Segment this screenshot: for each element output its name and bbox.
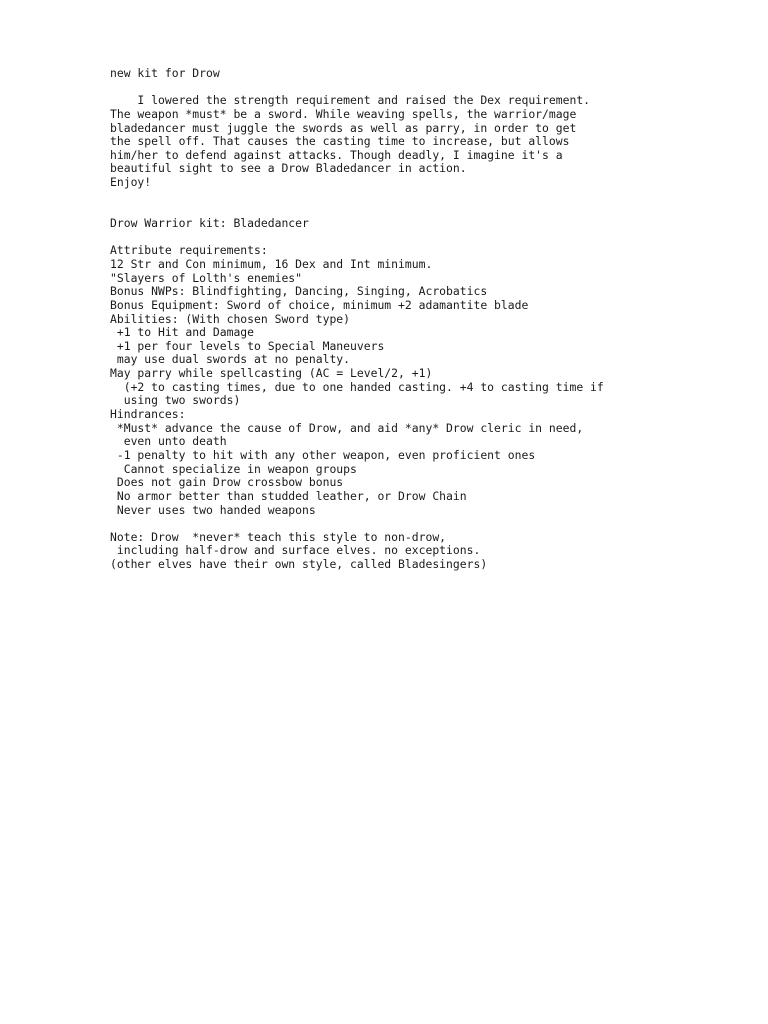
section-heading: Attribute requirements:	[110, 243, 268, 258]
intro-line: him/her to defend against attacks. Though deadly, I imagine it's a	[110, 147, 563, 162]
kit-line: Bonus Equipment: Sword of choice, minimum +2 adamantite blade	[110, 297, 529, 312]
note-line: Note: Drow *never* teach this style to non-drow,	[110, 529, 447, 544]
intro-line: bladedancer must juggle the swords as well as parry, in order to get	[110, 120, 577, 135]
blank-line	[110, 231, 760, 245]
kit-line: Cannot specialize in weapon groups	[110, 461, 357, 476]
blank-line	[110, 190, 760, 204]
kit-line: Does not gain Drow crossbow bonus	[110, 475, 344, 490]
doc-title: new kit for Drow	[110, 66, 220, 80]
kit-line: (+2 to casting times, due to one handed casting. +4 to casting time if	[110, 379, 604, 394]
intro-line: I lowered the strength requirement and raised the Dex requirement.	[110, 93, 591, 108]
blank-line	[110, 81, 760, 95]
kit-line: +1 per four levels to Special Maneuvers	[110, 338, 385, 353]
kit-line: 12 Str and Con minimum, 16 Dex and Int minimum.	[110, 256, 433, 271]
intro-line: beautiful sight to see a Drow Bladedancer in action.	[110, 161, 467, 176]
section-heading: Hindrances:	[110, 407, 186, 422]
kit-line: Never uses two handed weapons	[110, 502, 316, 517]
intro-line: The weapon *must* be a sword. While weaving spells, the warrior/mage	[110, 106, 577, 121]
kit-line: +1 to Hit and Damage	[110, 325, 255, 340]
intro-line: the spell off. That causes the casting time to increase, but allows	[110, 134, 570, 149]
kit-line: even unto death	[110, 434, 227, 449]
kit-line: may use dual swords at no penalty.	[110, 352, 351, 367]
blank-line	[110, 517, 760, 531]
blank-line	[110, 203, 760, 217]
kit-line: using two swords)	[110, 393, 241, 408]
kit-heading: Drow Warrior kit: Bladedancer	[110, 216, 309, 231]
kit-line: "Slayers of Lolth's enemies"	[110, 270, 303, 285]
kit-line: May parry while spellcasting (AC = Level/2, +1)	[110, 366, 433, 381]
kit-line: No armor better than studded leather, or Drow Chain	[110, 488, 467, 503]
kit-line: -1 penalty to hit with any other weapon, even proficient ones	[110, 447, 536, 462]
section-heading: Abilities: (With chosen Sword type)	[110, 311, 351, 326]
note-line: (other elves have their own style, called Bladesingers)	[110, 557, 488, 572]
kit-line: *Must* advance the cause of Drow, and aid *any* Drow cleric in need,	[110, 420, 584, 435]
note-line: including half-drow and surface elves. no exceptions.	[110, 543, 481, 558]
kit-line: Bonus NWPs: Blindfighting, Dancing, Singing, Acrobatics	[110, 284, 488, 299]
document-body	[110, 67, 760, 572]
intro-line: Enjoy!	[110, 175, 152, 190]
